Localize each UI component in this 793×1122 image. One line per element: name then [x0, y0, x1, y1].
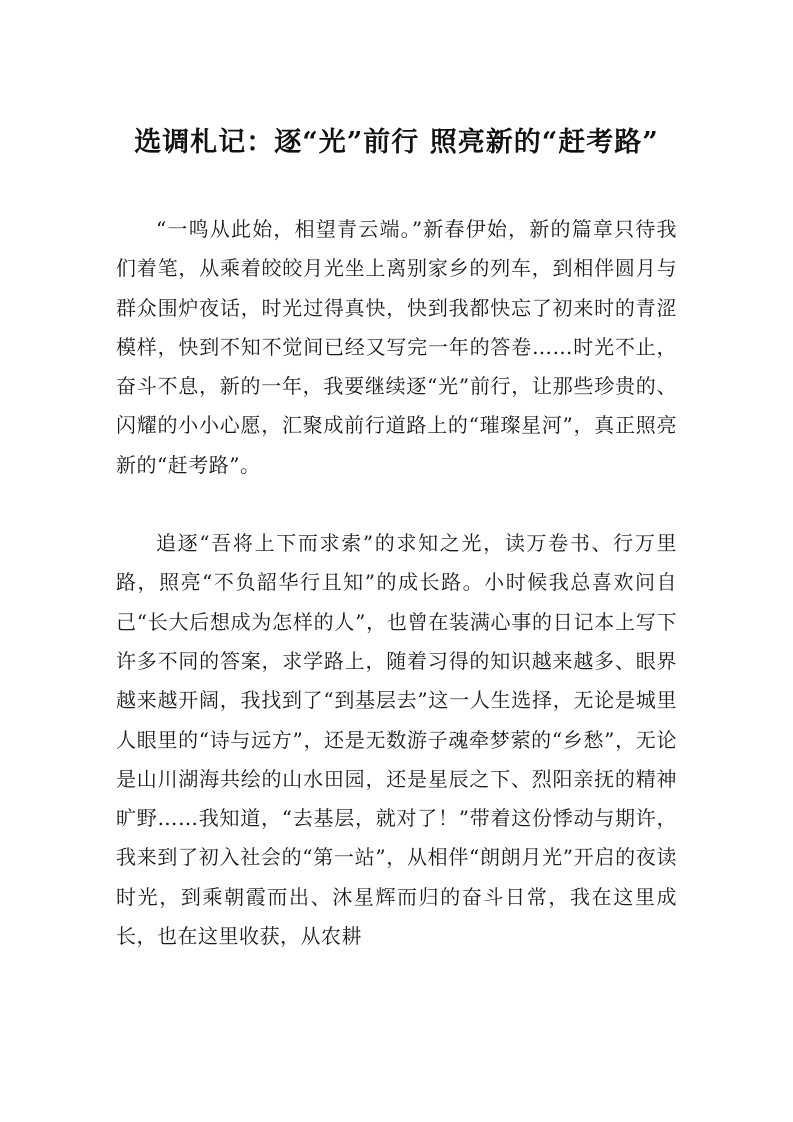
paragraph-1: “一鸣从此始，相望青云端。”新春伊始，新的篇章只待我们着笔，从乘着皎皎月光坐上离别家乡的列车，到相伴圆月与群众围炉夜话，时光过得真快，快到我都快忘了初来时的青涩模样，快到不知不觉间已经又写完一年的答卷……时光不止，奋斗不息，新的一年，我要继续逐“光”前行，让那些珍贵的、闪耀的小小心愿，汇聚成前行道路上的“璀璨星河”，真正照亮新的“赶考路”。: [116, 217, 677, 477]
paragraph-2: 追逐“吾将上下而求索”的求知之光，读万卷书、行万里路，照亮“不负韶华行且知”的成长路。小时候我总喜欢问自己“长大后想成为怎样的人”，也曾在装满心事的日记本上写下许多不同的答案，求学路上，随着习得的知识越来越多、眼界越来越开阔，我找到了“到基层去”这一人生选择，无论是城里人眼里的“诗与远方”，还是无数游子魂牵梦萦的“乡愁”，无论是山川湖海共绘的山水田园，还是星辰之下、烈阳亲抚的精神旷野……我知道，“去基层，就对了！”带着这份悸动与期许，我来到了初入社会的“第一站”，从相伴“朗朗月光”开启的夜读时光，到乘朝霞而出、沐星辉而归的奋斗日常，我在这里成长，也在这里收获，从农耕: [116, 531, 677, 949]
paragraph-gap: [116, 485, 677, 524]
document-body: [116, 210, 677, 956]
document-title: 选调札记：逐“光”前行 照亮新的“赶考路”: [134, 127, 659, 158]
